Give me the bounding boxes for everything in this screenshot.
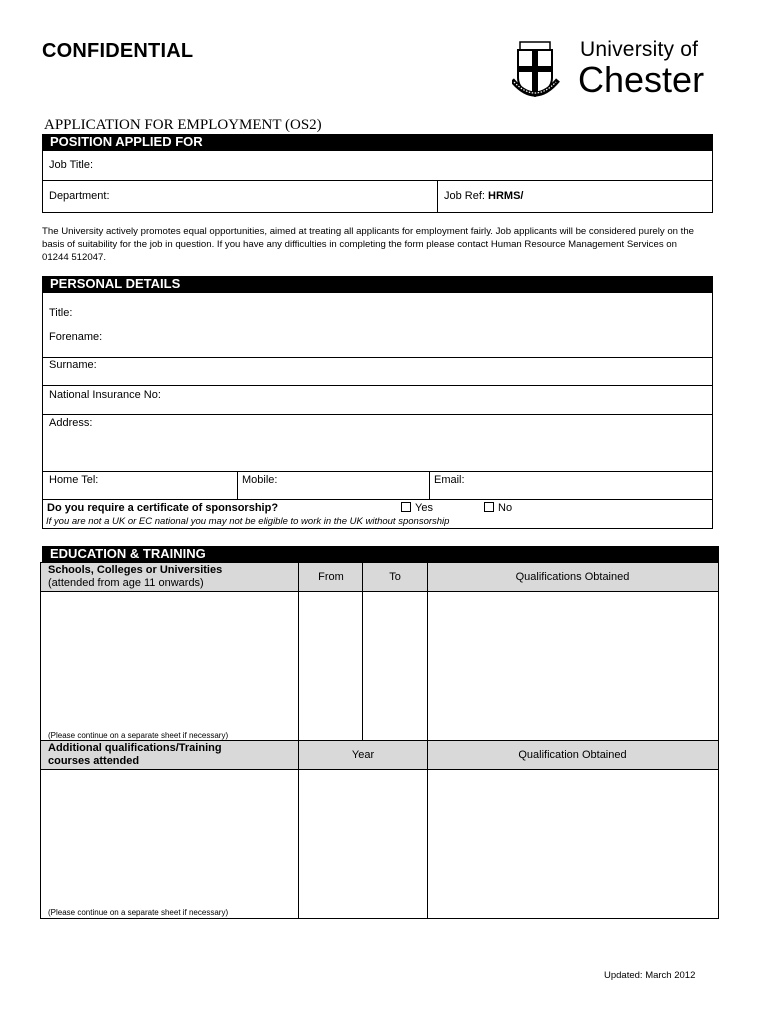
form-title: APPLICATION FOR EMPLOYMENT (OS2) [44,117,322,133]
schools-header-line2: (attended from age 11 onwards) [48,577,204,589]
crest-icon [512,38,572,104]
updated-date: Updated: March 2012 [604,970,696,981]
personal-section-heading: PERSONAL DETAILS [42,276,713,292]
home-tel-label: Home Tel: [49,474,99,486]
sponsorship-no-option[interactable] [484,502,512,514]
logo-text-line2: Chester [578,59,705,100]
position-section-heading: POSITION APPLIED FOR [42,134,713,150]
education-table [40,562,719,919]
additional-header [48,742,222,768]
to-header: To [389,571,401,583]
year-header: Year [351,749,375,761]
qualification-obtained-header: Qualification Obtained [518,749,627,761]
from-header: From [318,571,344,583]
sponsorship-question: Do you require a certificate of sponsorship? [47,502,279,514]
title-label: Title: [49,307,73,319]
ni-number-label: National Insurance No: [49,389,161,401]
qualifications-header: Qualifications Obtained [515,571,630,583]
schools-header-line1: Schools, Colleges or Universities [48,564,223,576]
education-section-heading: EDUCATION & TRAINING [42,546,719,562]
confidential-label: CONFIDENTIAL [42,40,194,62]
additional-header-line2: courses attended [48,755,140,767]
schools-header [48,564,222,590]
job-title-label: Job Title: [49,159,94,171]
mobile-label: Mobile: [242,474,278,486]
continue-note-additional: (Please continue on a separate sheet if necessary) [48,908,229,917]
forename-label: Forename: [49,331,103,343]
university-logo [512,38,722,104]
surname-label: Surname: [49,359,97,371]
logo-text-line1: University of [580,38,699,61]
continue-note-schools: (Please continue on a separate sheet if necessary) [48,731,229,740]
sponsorship-note: If you are not a UK or EC national you may not be eligible to work in the UK without sponsorship [46,516,450,527]
department-label: Department: [49,190,110,202]
no-checkbox[interactable] [484,502,494,512]
address-label: Address: [49,417,93,429]
no-label: No [498,502,513,514]
additional-header-line1: Additional qualifications/Training [48,742,222,754]
job-ref-label [444,190,523,202]
position-box [42,150,713,213]
equal-opportunities-notice: The University actively promotes equal opportunities, aimed at treating all applicants for employment fairly. Job applicants will be considered purely on the basis of suitability for the job in question. If you have any difficulties in completing the form please contact Human Resource Management Services on 01244 512047. [42,226,694,263]
sponsorship-yes-option[interactable] [401,502,433,514]
job-ref-value: HRMS/ [488,190,524,202]
job-ref-text: Job Ref: [444,190,485,202]
email-label: Email: [434,474,465,486]
personal-box [42,292,713,529]
yes-checkbox[interactable] [401,502,411,512]
yes-label: Yes [415,502,433,514]
